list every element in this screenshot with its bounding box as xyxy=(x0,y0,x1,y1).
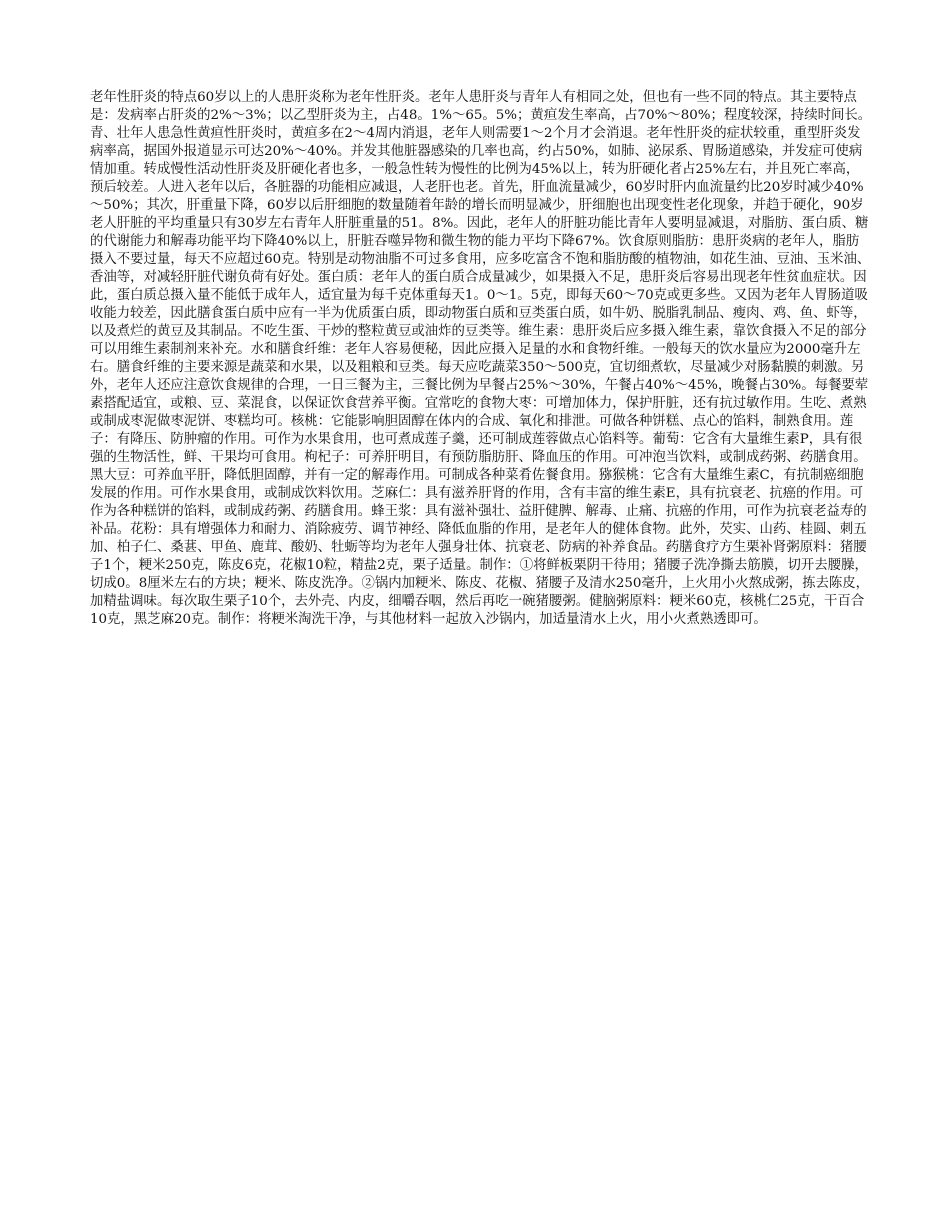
article-body-text: 老年性肝炎的特点60岁以上的人患肝炎称为老年性肝炎。老年人患肝炎与青年人有相同之处，但也有一些不同的特点。其主要特点是：发病率占肝炎的2%～3%；以乙型肝炎为主，占48。1%～65。5%；黄疸发生率高，占70%～80%；程度较深，持续时间长。青、壮年人患急性黄疸性肝炎时，黄疸多在2～4周内消退，老年人则需要1～2个月才会消退。老年性肝炎的症状较重，重型肝炎发病率高，据国外报道显示可达20%～40%。并发其他脏器感染的几率也高，约占50%，如肺、泌尿系、胃肠道感染，并发症可使病情加重。转成慢性活动性肝炎及肝硬化者也多，一般急性转为慢性的比例为45%以上，转为肝硬化者占25%左右，并且死亡率高，预后较差。人进入老年以后，各脏器的功能相应减退，人老肝也老。首先，肝血流量减少，60岁时肝内血流量约比20岁时减少40%～50%；其次，肝重量下降，60岁以后肝细胞的数量随着年龄的增长而明显减少，肝细胞也出现变性老化现象，并趋于硬化，90岁老人肝脏的平均重量只有30岁左右青年人肝脏重量的51。8%。因此，老年人的肝脏功能比青年人要明显减退，对脂肪、蛋白质、糖的代谢能力和解毒功能平均下降40%以上，肝脏吞噬异物和微生物的能力平均下降67%。饮食原则脂肪：患肝炎病的老年人，脂肪摄入不要过量，每天不应超过60克。特别是动物油脂不可过多食用，应多吃富含不饱和脂肪酸的植物油，如花生油、豆油、玉米油、香油等，对减轻肝脏代谢负荷有好处。蛋白质：老年人的蛋白质合成量减少，如果摄入不足，患肝炎后容易出现老年性贫血症状。因此，蛋白质总摄入量不能低于成年人，适宜量为每千克体重每天1。0～1。5克，即每天60～70克或更多些。又因为老年人胃肠道吸收能力较差，因此膳食蛋白质中应有一半为优质蛋白质，即动物蛋白质和豆类蛋白质，如牛奶、脱脂乳制品、瘦肉、鸡、鱼、虾等，以及煮烂的黄豆及其制品。不吃生蛋、干炒的整粒黄豆或油炸的豆类等。维生素：患肝炎后应多摄入维生素，靠饮食摄入不足的部分可以用维生素制剂来补充。水和膳食纤维：老年人容易便秘，因此应摄入足量的水和食物纤维。一般每天的饮水量应为2000毫升左右。膳食纤维的主要来源是蔬菜和水果，以及粗粮和豆类。每天应吃蔬菜350～500克，宜切细煮软，尽量减少对肠黏膜的刺激。另外，老年人还应注意饮食规律的合理，一日三餐为主，三餐比例为早餐占25%～30%，午餐占40%～45%，晚餐占30%。每餐要荤素搭配适宜，或粮、豆、菜混食，以保证饮食营养平衡。宜常吃的食物大枣：可增加体力，保护肝脏，还有抗过敏作用。生吃、煮熟或制成枣泥做枣泥饼、枣糕均可。核桃：它能影响胆固醇在体内的合成、氧化和排泄。可做各种饼糕、点心的馅料，制熟食用。莲子：有降压、防肿瘤的作用。可作为水果食用，也可煮成莲子羹，还可制成莲蓉做点心馅料等。葡萄：它含有大量维生素P，具有很强的生物活性，鲜、干果均可食用。枸杞子：可养肝明目，有预防脂肪肝、降血压的作用。可冲泡当饮料，或制成药粥、药膳食用。黑大豆：可养血平肝，降低胆固醇，并有一定的解毒作用。可制成各种菜肴佐餐食用。猕猴桃：它含有大量维生素C，有抗制癌细胞发展的作用。可作水果食用，或制成饮料饮用。芝麻仁：具有滋养肝肾的作用，含有丰富的维生素E，具有抗衰老、抗癌的作用。可作为各种糕饼的馅料，或制成药粥、药膳食用。蜂王浆：具有滋补强壮、益肝健脾、解毒、止痛、抗癌的作用，可作为抗衰老益寿的补品。花粉：具有增强体力和耐力、消除疲劳、调节神经、降低血脂的作用，是老年人的健体食物。此外，芡实、山药、桂圆、刺五加、柏子仁、桑葚、甲鱼、鹿茸、酸奶、牡蛎等均为老年人强身壮体、抗衰老、防病的补养食品。药膳食疗方生栗补肾粥原料：猪腰子1个，粳米250克，陈皮6克，花椒10粒，精盐2克，栗子适量。制作：①将鲜板栗阴干待用；猪腰子洗净撕去筋膜，切开去腰臊，切成0。8厘米左右的方块；粳米、陈皮洗净。②锅内加粳米、陈皮、花椒、猪腰子及清水250毫升，上火用小火熬成粥，拣去陈皮，加精盐调味。每次取生栗子10个，去外壳、内皮，细嚼吞咽，然后再吃一碗猪腰粥。健脑粥原料：粳米60克，核桃仁25克，干百合10克，黑芝麻20克。制作：将粳米淘洗干净，与其他材料一起放入沙锅内，加适量清水上火，用小火煮熟透即可。 xyxy=(90,90,872,627)
